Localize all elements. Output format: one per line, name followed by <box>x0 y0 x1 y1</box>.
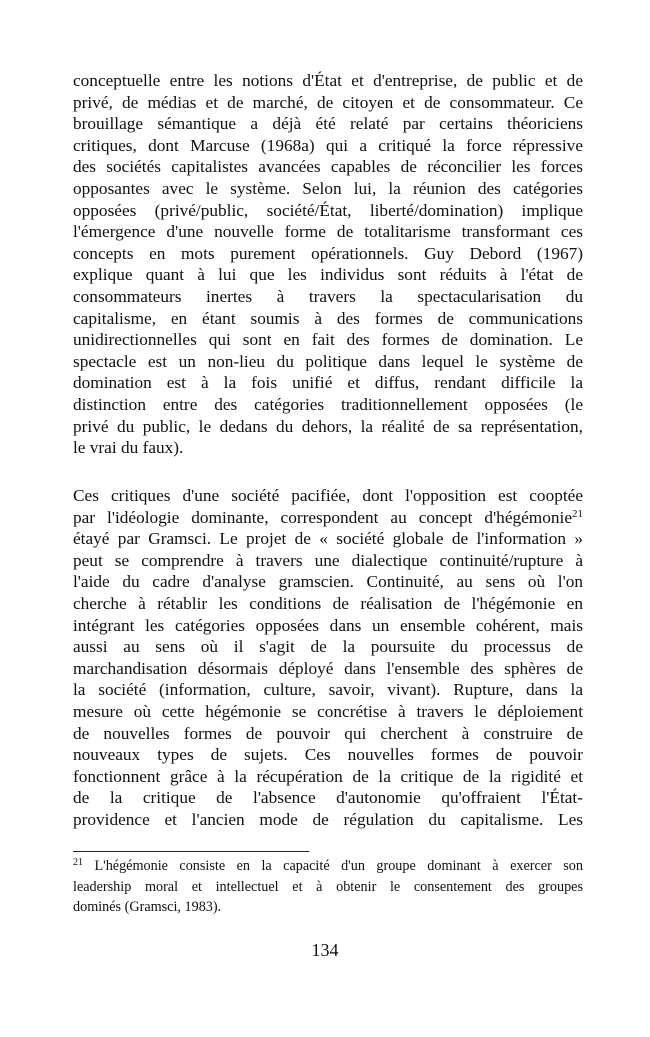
paragraph-1 <box>73 70 583 459</box>
text-line: l'aide du cadre d'analyse gramscien. Continuité, au sens où l'on <box>73 572 583 592</box>
text-line: peut se comprendre à travers une dialectique continuité/rupture à <box>73 550 583 570</box>
text-line: mesure où cette hégémonie se concrétise à travers le déploiement <box>73 701 583 721</box>
text-line: capitalisme, en étant soumis à des formes de communications <box>73 308 583 328</box>
footnote <box>73 856 583 918</box>
text-line: de la critique de l'absence d'autonomie qu'offraient l'État- <box>73 788 583 808</box>
text-line: brouillage sémantique a déjà été relaté par certains théoriciens <box>73 114 583 134</box>
text-line: domination est à la fois unifié et diffus, rendant difficile la <box>73 373 583 393</box>
paragraph-2 <box>73 485 583 831</box>
text-line: consommateurs inertes à travers la spectacularisation du <box>73 286 583 306</box>
text-line: de nouvelles formes de pouvoir qui cherchent à construire de <box>73 723 583 743</box>
text-line: privé du public, le dedans du dehors, la réalité de sa représentation, <box>73 416 583 436</box>
text-line: étayé par Gramsci. Le projet de « société globale de l'information » <box>73 529 583 549</box>
text-line: l'émergence d'une nouvelle forme de totalitarisme transformant ces <box>73 222 583 242</box>
text-line: intégrant les catégories opposées dans un ensemble cohérent, mais <box>73 615 583 635</box>
text-line <box>73 507 583 529</box>
text-line: conceptuelle entre les notions d'État et d'entreprise, de public et de <box>73 71 583 90</box>
footnote-reference[interactable]: 21 <box>572 507 583 520</box>
text-line: privé, de médias et de marché, de citoyen et de consommateur. Ce <box>73 92 583 112</box>
text-line: opposantes avec le système. Selon lui, la réunion des catégories <box>73 178 583 198</box>
text-line: des sociétés capitalistes avancées capables de réconcilier les forces <box>73 157 583 177</box>
text-line: spectacle est un non-lieu du politique dans lequel le système de <box>73 351 583 371</box>
text-line: cherche à rétablir les conditions de réalisation de l'hégémonie en <box>73 593 583 613</box>
text-line: providence et l'ancien mode de régulation du capitalisme. Les <box>73 809 583 829</box>
text-line: nouveaux types de sujets. Ces nouvelles formes de pouvoir <box>73 745 583 765</box>
footnote-number: 21 <box>73 857 83 868</box>
text-line: distinction entre des catégories traditionnellement opposées (le <box>73 394 583 414</box>
footnote-line: dominés (Gramsci, 1983). <box>73 899 222 915</box>
text-line: Ces critiques d'une société pacifiée, dont l'opposition est cooptée <box>73 486 583 505</box>
footnote-line: leadership moral et intellectuel et à obtenir le consentement des groupes <box>73 878 583 895</box>
text-line: explique quant à lui que les individus sont réduits à l'état de <box>73 265 583 285</box>
page-number: 134 <box>311 940 339 960</box>
text-line: unidirectionnelles qui sont en fait des formes de domination. Le <box>73 330 583 350</box>
text-line: marchandisation désormais déployé dans l'ensemble des sphères de <box>73 658 583 678</box>
text-line: la société (information, culture, savoir, vivant). Rupture, dans la <box>73 680 583 700</box>
text-line: le vrai du faux). <box>73 438 184 458</box>
text-line: opposées (privé/public, société/État, liberté/domination) implique <box>73 200 583 220</box>
text-line: concepts en mots purement opérationnels. Guy Debord (1967) <box>73 243 583 263</box>
text-line-content: par l'idéologie dominante, correspondent au concept d'hégémonie <box>73 507 572 527</box>
text-line: aussi au sens où il s'agit de la poursuite du processus de <box>73 637 583 657</box>
text-line: critiques, dont Marcuse (1968a) qui a critiqué la force répressive <box>73 135 583 155</box>
text-line: fonctionnent grâce à la récupération de la critique de la rigidité et <box>73 766 583 786</box>
footnote-separator <box>73 851 309 852</box>
footnote-line <box>73 856 583 877</box>
footnote-text: L'hégémonie consiste en la capacité d'un groupe dominant à exercer son <box>94 858 583 874</box>
